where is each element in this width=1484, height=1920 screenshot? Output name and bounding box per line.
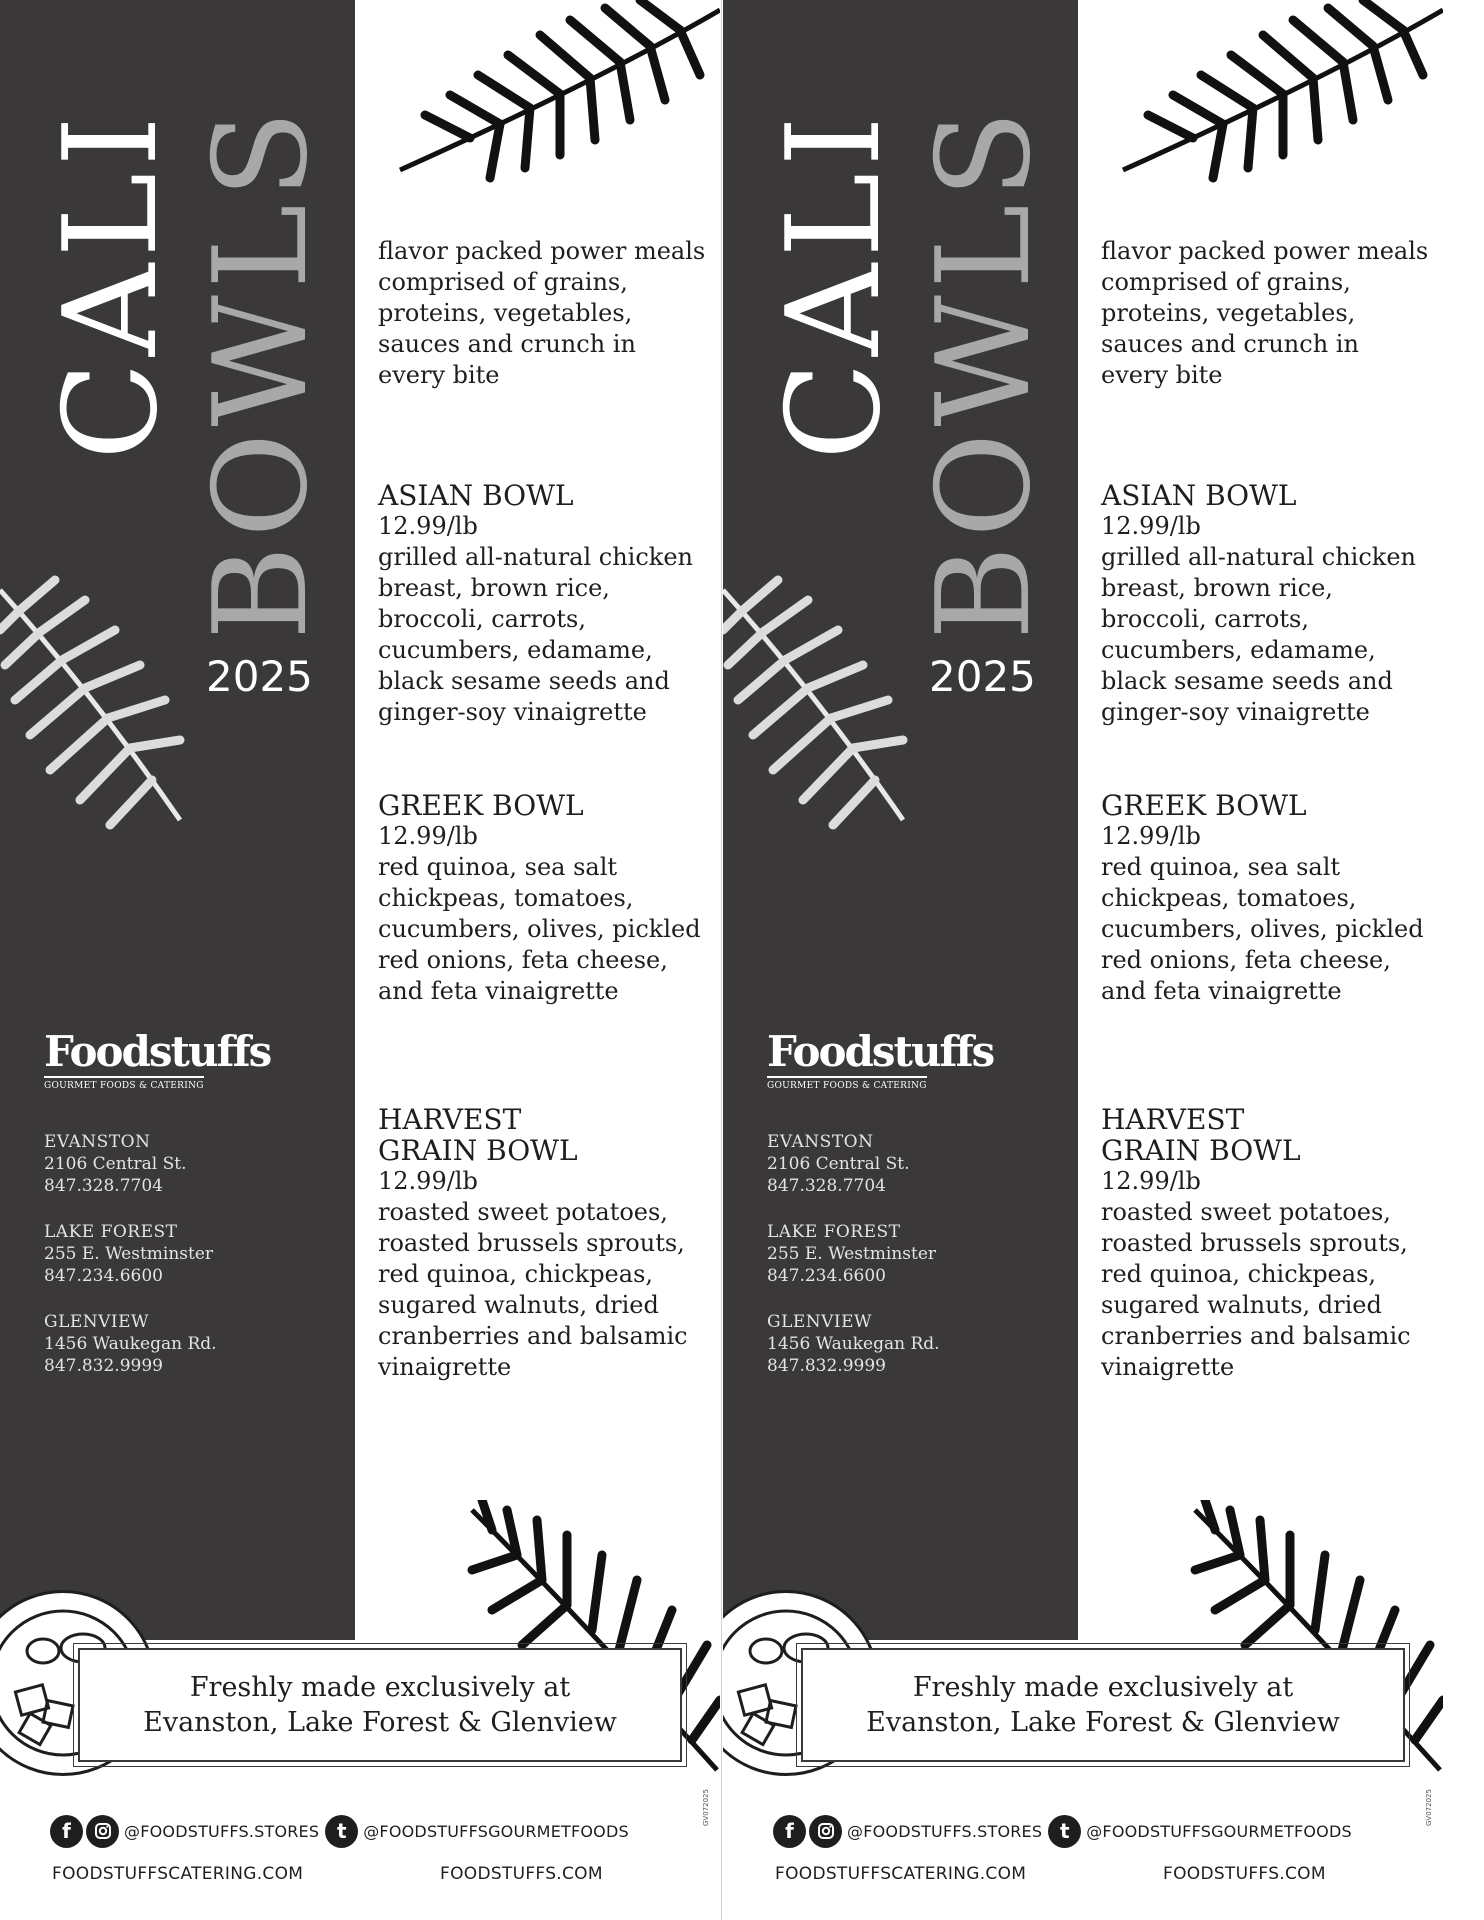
menu-item-asian-bowl	[378, 480, 708, 728]
location-city: EVANSTON	[44, 1132, 151, 1152]
facebook-icon[interactable]: f	[50, 1815, 83, 1848]
catering-url-link[interactable]: FOODSTUFFSCATERING.COM	[52, 1864, 304, 1884]
item-name-line2: GRAIN BOWL	[378, 1134, 578, 1167]
freshly-made-banner	[78, 1648, 682, 1762]
logo-rule	[44, 1076, 204, 1078]
facebook-icon[interactable]: f	[773, 1815, 806, 1848]
freshly-made-banner	[801, 1648, 1405, 1762]
website-url-link[interactable]: FOODSTUFFS.COM	[440, 1864, 603, 1884]
location-city: GLENVIEW	[44, 1312, 150, 1332]
title-bowls: BOWLS	[187, 104, 336, 640]
item-description: roasted sweet potatoes, roasted brussels sprouts, red quinoa, chickpeas, sugared walnuts, dried cranberries and balsamic vinaigrette	[378, 1198, 688, 1381]
print-code: GV072025	[702, 1789, 710, 1826]
foodstuffs-logo	[767, 1027, 994, 1091]
tumblr-handle[interactable]: @FOODSTUFFSGOURMETFOODS	[363, 1821, 629, 1841]
location-address: 1456 Waukegan Rd.	[44, 1334, 217, 1354]
item-price: 12.99/lb	[1101, 512, 1201, 540]
location-phone: 847.328.7704	[44, 1176, 163, 1196]
logo-rule	[767, 1076, 927, 1078]
location-phone: 847.234.6600	[767, 1266, 886, 1286]
print-code: GV072025	[1425, 1789, 1433, 1826]
banner-line-1: Freshly made exclusively at	[189, 1672, 571, 1703]
logo-tagline: GOURMET FOODS & CATERING	[44, 1081, 204, 1091]
year-label: 2025	[929, 652, 1036, 701]
menu-panel-left	[0, 0, 720, 1920]
menu-panel-right	[723, 0, 1443, 1920]
item-name: GREEK BOWL	[378, 789, 584, 822]
item-name: GREEK BOWL	[1101, 789, 1307, 822]
instagram-handle[interactable]: @FOODSTUFFS.STORES	[847, 1821, 1043, 1841]
page-divider	[721, 0, 722, 1920]
palm-leaf-left-icon	[723, 570, 913, 840]
item-description: red quinoa, sea salt chickpeas, tomatoes, cucumbers, olives, pickled red onions, feta cheese, and feta vinaigrette	[1101, 853, 1424, 1005]
location-phone: 847.234.6600	[44, 1266, 163, 1286]
location-address: 255 E. Westminster	[44, 1244, 214, 1264]
item-price: 12.99/lb	[378, 1167, 478, 1195]
menu-intro: flavor packed power meals comprised of grains, proteins, vegetables, sauces and crunch in every bite	[378, 237, 706, 389]
location-address: 2106 Central St.	[44, 1154, 187, 1174]
logo-wordmark: Foodstuffs	[767, 1027, 994, 1076]
menu-item-harvest-grain-bowl	[378, 1104, 708, 1383]
location-address: 255 E. Westminster	[767, 1244, 937, 1264]
location-city: LAKE FOREST	[44, 1222, 178, 1242]
location-phone: 847.328.7704	[767, 1176, 886, 1196]
locations-list	[767, 1131, 940, 1401]
menu-intro: flavor packed power meals comprised of grains, proteins, vegetables, sauces and crunch in every bite	[1101, 237, 1429, 389]
location-city: LAKE FOREST	[767, 1222, 901, 1242]
logo-tagline: GOURMET FOODS & CATERING	[767, 1081, 927, 1091]
location-phone: 847.832.9999	[767, 1356, 886, 1376]
instagram-handle[interactable]: @FOODSTUFFS.STORES	[124, 1821, 320, 1841]
menu-item-harvest-grain-bowl	[1101, 1104, 1431, 1383]
social-links	[50, 1813, 635, 1849]
palm-leaf-top-icon	[1103, 0, 1443, 200]
location-city: GLENVIEW	[767, 1312, 873, 1332]
foodstuffs-logo	[44, 1027, 271, 1091]
location-phone: 847.832.9999	[44, 1356, 163, 1376]
banner-line-2: Evanston, Lake Forest & Glenview	[143, 1707, 617, 1738]
item-name: ASIAN BOWL	[378, 479, 574, 512]
instagram-icon[interactable]	[86, 1815, 119, 1848]
location-lake-forest	[44, 1221, 217, 1287]
catering-url-link[interactable]: FOODSTUFFSCATERING.COM	[775, 1864, 1027, 1884]
item-price: 12.99/lb	[378, 512, 478, 540]
location-evanston	[767, 1131, 940, 1197]
item-description: grilled all-natural chicken breast, brown rice, broccoli, carrots, cucumbers, edamame, black sesame seeds and ginger-soy vinaigrette	[378, 543, 693, 726]
item-name-line1: HARVEST	[1101, 1103, 1245, 1136]
website-url-link[interactable]: FOODSTUFFS.COM	[1163, 1864, 1326, 1884]
title-cali: CALI	[760, 110, 909, 460]
locations-list	[44, 1131, 217, 1401]
item-price: 12.99/lb	[1101, 1167, 1201, 1195]
location-address: 1456 Waukegan Rd.	[767, 1334, 940, 1354]
location-lake-forest	[767, 1221, 940, 1287]
item-name: ASIAN BOWL	[1101, 479, 1297, 512]
menu-item-greek-bowl	[378, 790, 708, 1007]
palm-leaf-top-icon	[380, 0, 720, 200]
instagram-icon[interactable]	[809, 1815, 842, 1848]
title-cali: CALI	[37, 110, 186, 460]
year-label: 2025	[206, 652, 313, 701]
social-links	[773, 1813, 1358, 1849]
logo-wordmark: Foodstuffs	[44, 1027, 271, 1076]
location-city: EVANSTON	[767, 1132, 874, 1152]
tumblr-handle[interactable]: @FOODSTUFFSGOURMETFOODS	[1086, 1821, 1352, 1841]
palm-leaf-left-icon	[0, 570, 190, 840]
item-description: red quinoa, sea salt chickpeas, tomatoes, cucumbers, olives, pickled red onions, feta cheese, and feta vinaigrette	[378, 853, 701, 1005]
title-bowls: BOWLS	[910, 104, 1059, 640]
banner-line-1: Freshly made exclusively at	[912, 1672, 1294, 1703]
menu-item-greek-bowl	[1101, 790, 1431, 1007]
item-description: grilled all-natural chicken breast, brown rice, broccoli, carrots, cucumbers, edamame, black sesame seeds and ginger-soy vinaigrette	[1101, 543, 1416, 726]
item-description: roasted sweet potatoes, roasted brussels sprouts, red quinoa, chickpeas, sugared walnuts, dried cranberries and balsamic vinaigrette	[1101, 1198, 1411, 1381]
location-evanston	[44, 1131, 217, 1197]
item-name-line1: HARVEST	[378, 1103, 522, 1136]
location-glenview	[767, 1311, 940, 1377]
item-price: 12.99/lb	[378, 822, 478, 850]
tumblr-icon[interactable]: t	[325, 1815, 358, 1848]
item-price: 12.99/lb	[1101, 822, 1201, 850]
location-glenview	[44, 1311, 217, 1377]
item-name-line2: GRAIN BOWL	[1101, 1134, 1301, 1167]
banner-line-2: Evanston, Lake Forest & Glenview	[866, 1707, 1340, 1738]
location-address: 2106 Central St.	[767, 1154, 910, 1174]
menu-item-asian-bowl	[1101, 480, 1431, 728]
tumblr-icon[interactable]: t	[1048, 1815, 1081, 1848]
